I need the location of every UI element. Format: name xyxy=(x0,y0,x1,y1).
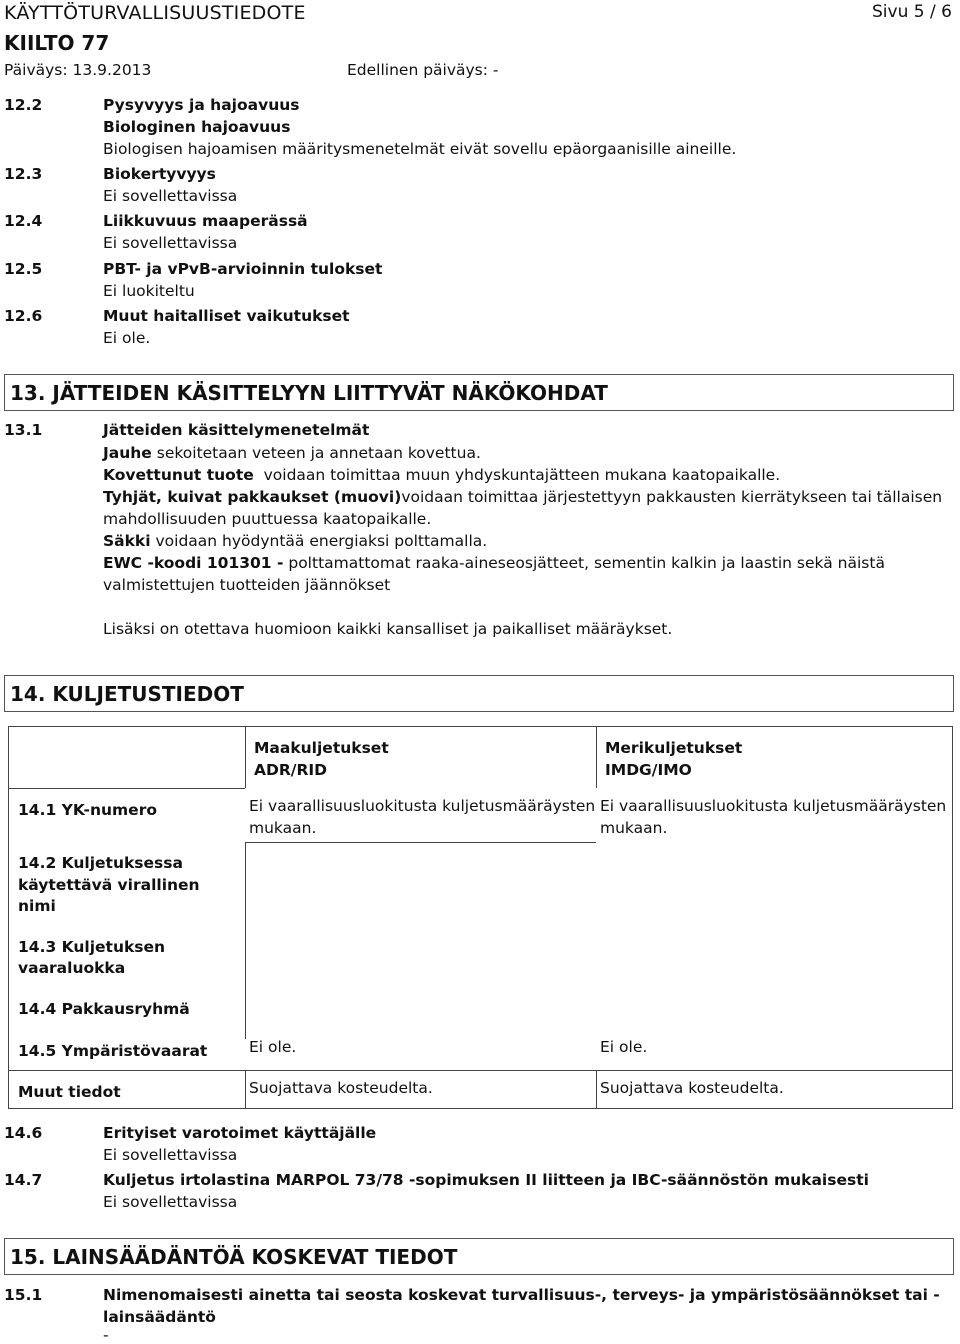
item-number: 12.5 xyxy=(4,260,43,278)
item-text: - xyxy=(103,1326,109,1344)
item-number: 14.7 xyxy=(4,1171,43,1189)
column-header-sea-code: IMDG/IMO xyxy=(605,761,692,779)
column-header-land-code: ADR/RID xyxy=(254,761,328,779)
row-label-other-info: Muut tiedot xyxy=(18,1083,121,1101)
un-number-sea-cont: mukaan. xyxy=(600,819,668,837)
item-title: Jätteiden käsittelymenetelmät xyxy=(103,421,370,439)
document-type: KÄYTTÖTURVALLISUUSTIEDOTE xyxy=(4,2,306,24)
row-label-packing-group: 14.4 Pakkausryhmä xyxy=(18,1000,190,1018)
text: sekoitetaan veteen ja annetaan kovettua. xyxy=(151,444,481,462)
bold-term: Tyhjät, kuivat pakkaukset (muovi) xyxy=(103,488,402,506)
item-subtitle: Biologinen hajoavuus xyxy=(103,118,291,136)
item-title: PBT- ja vPvB-arvioinnin tulokset xyxy=(103,260,383,278)
un-number-land-cont: mukaan. xyxy=(249,819,317,837)
item-text: Ei sovellettavissa xyxy=(103,187,238,205)
divider xyxy=(8,1070,953,1071)
bold-term: EWC -koodi 101301 - xyxy=(103,554,284,572)
row-label-shipping-name-cont2: nimi xyxy=(18,897,56,915)
divider xyxy=(8,788,245,789)
waste-cured-text xyxy=(103,466,780,484)
waste-packaging-text xyxy=(103,488,942,506)
item-number: 15.1 xyxy=(4,1286,43,1304)
item-title: Liikkuvuus maaperässä xyxy=(103,212,308,230)
divider xyxy=(245,842,596,843)
divider xyxy=(596,726,597,788)
env-hazards-land: Ei ole. xyxy=(249,1038,297,1056)
item-text: Ei sovellettavissa xyxy=(103,1146,238,1164)
row-label-shipping-name: 14.2 Kuljetuksessa xyxy=(18,854,183,872)
item-title: Pysyvyys ja hajoavuus xyxy=(103,96,300,114)
waste-packaging-text-cont: mahdollisuuden puuttuessa kaatopaikalle. xyxy=(103,510,432,528)
divider xyxy=(245,842,246,1039)
item-title: Biokertyvyys xyxy=(103,165,216,183)
divider xyxy=(245,726,246,788)
waste-powder-text xyxy=(103,444,481,462)
regulations-note: Lisäksi on otettava huomioon kaikki kansalliset ja paikalliset määräykset. xyxy=(103,620,673,638)
text: polttamattomat raaka-aineseosjätteet, sementin kalkin ja laastin sekä näistä xyxy=(283,554,885,572)
text: voidaan toimittaa järjestettyyn pakkausten kierrätykseen tai tällaisen xyxy=(401,488,943,506)
bold-term: Säkki xyxy=(103,532,151,550)
item-number: 13.1 xyxy=(4,421,43,439)
row-label-un-number: 14.1 YK-numero xyxy=(18,801,157,819)
item-text: Biologisen hajoamisen määritysmenetelmät eivät sovellu epäorgaanisille aineille. xyxy=(103,140,737,158)
env-hazards-sea: Ei ole. xyxy=(600,1038,648,1056)
other-info-sea: Suojattava kosteudelta. xyxy=(600,1079,784,1097)
waste-sack-text xyxy=(103,532,487,550)
section-15-heading: 15. LAINSÄÄDÄNTÖÄ KOSKEVAT TIEDOT xyxy=(4,1238,954,1275)
divider xyxy=(245,1070,246,1109)
item-text: Ei luokiteltu xyxy=(103,282,195,300)
row-label-hazard-class-cont: vaaraluokka xyxy=(18,959,126,977)
divider xyxy=(596,1070,597,1109)
row-label-shipping-name-cont: käytettävä virallinen xyxy=(18,876,200,894)
item-text: Ei sovellettavissa xyxy=(103,234,238,252)
item-title: Erityiset varotoimet käyttäjälle xyxy=(103,1124,377,1142)
text: voidaan toimittaa muun yhdyskuntajätteen mukana kaatopaikalle. xyxy=(253,466,781,484)
item-text: Ei sovellettavissa xyxy=(103,1193,238,1211)
item-number: 12.3 xyxy=(4,165,43,183)
row-label-hazard-class: 14.3 Kuljetuksen xyxy=(18,938,166,956)
item-number: 12.6 xyxy=(4,307,43,325)
item-number: 12.4 xyxy=(4,212,43,230)
un-number-sea: Ei vaarallisuusluokitusta kuljetusmääräysten xyxy=(600,797,947,815)
ewc-code-text xyxy=(103,554,885,572)
item-text: Ei ole. xyxy=(103,329,151,347)
column-header-land: Maakuljetukset xyxy=(254,739,389,757)
column-header-sea: Merikuljetukset xyxy=(605,739,743,757)
bold-term: Jauhe xyxy=(103,444,152,462)
item-title-cont: lainsäädäntö xyxy=(103,1308,216,1326)
item-number: 12.2 xyxy=(4,96,43,114)
item-title: Kuljetus irtolastina MARPOL 73/78 -sopimuksen II liitteen ja IBC-säännöstön mukaisesti xyxy=(103,1171,869,1189)
item-number: 14.6 xyxy=(4,1124,43,1142)
product-name: KIILTO 77 xyxy=(4,31,110,55)
previous-date: Edellinen päiväys: - xyxy=(347,61,499,79)
un-number-land: Ei vaarallisuusluokitusta kuljetusmääräysten xyxy=(249,797,596,815)
section-13-heading: 13. JÄTTEIDEN KÄSITTELYYN LIITTYVÄT NÄKÖKOHDAT xyxy=(4,374,954,411)
text: voidaan hyödyntää energiaksi polttamalla. xyxy=(150,532,488,550)
page-number: Sivu 5 / 6 xyxy=(872,2,952,22)
document-date: Päiväys: 13.9.2013 xyxy=(4,61,152,79)
item-title: Nimenomaisesti ainetta tai seosta koskevat turvallisuus-, terveys- ja ympäristösäännökset tai - xyxy=(103,1286,940,1304)
section-14-heading: 14. KULJETUSTIEDOT xyxy=(4,675,954,712)
row-label-environmental-hazards: 14.5 Ympäristövaarat xyxy=(18,1042,208,1060)
ewc-code-text-cont: valmistettujen tuotteiden jäännökset xyxy=(103,576,391,594)
other-info-land: Suojattava kosteudelta. xyxy=(249,1079,433,1097)
item-title: Muut haitalliset vaikutukset xyxy=(103,307,350,325)
bold-term: Kovettunut tuote xyxy=(103,466,254,484)
